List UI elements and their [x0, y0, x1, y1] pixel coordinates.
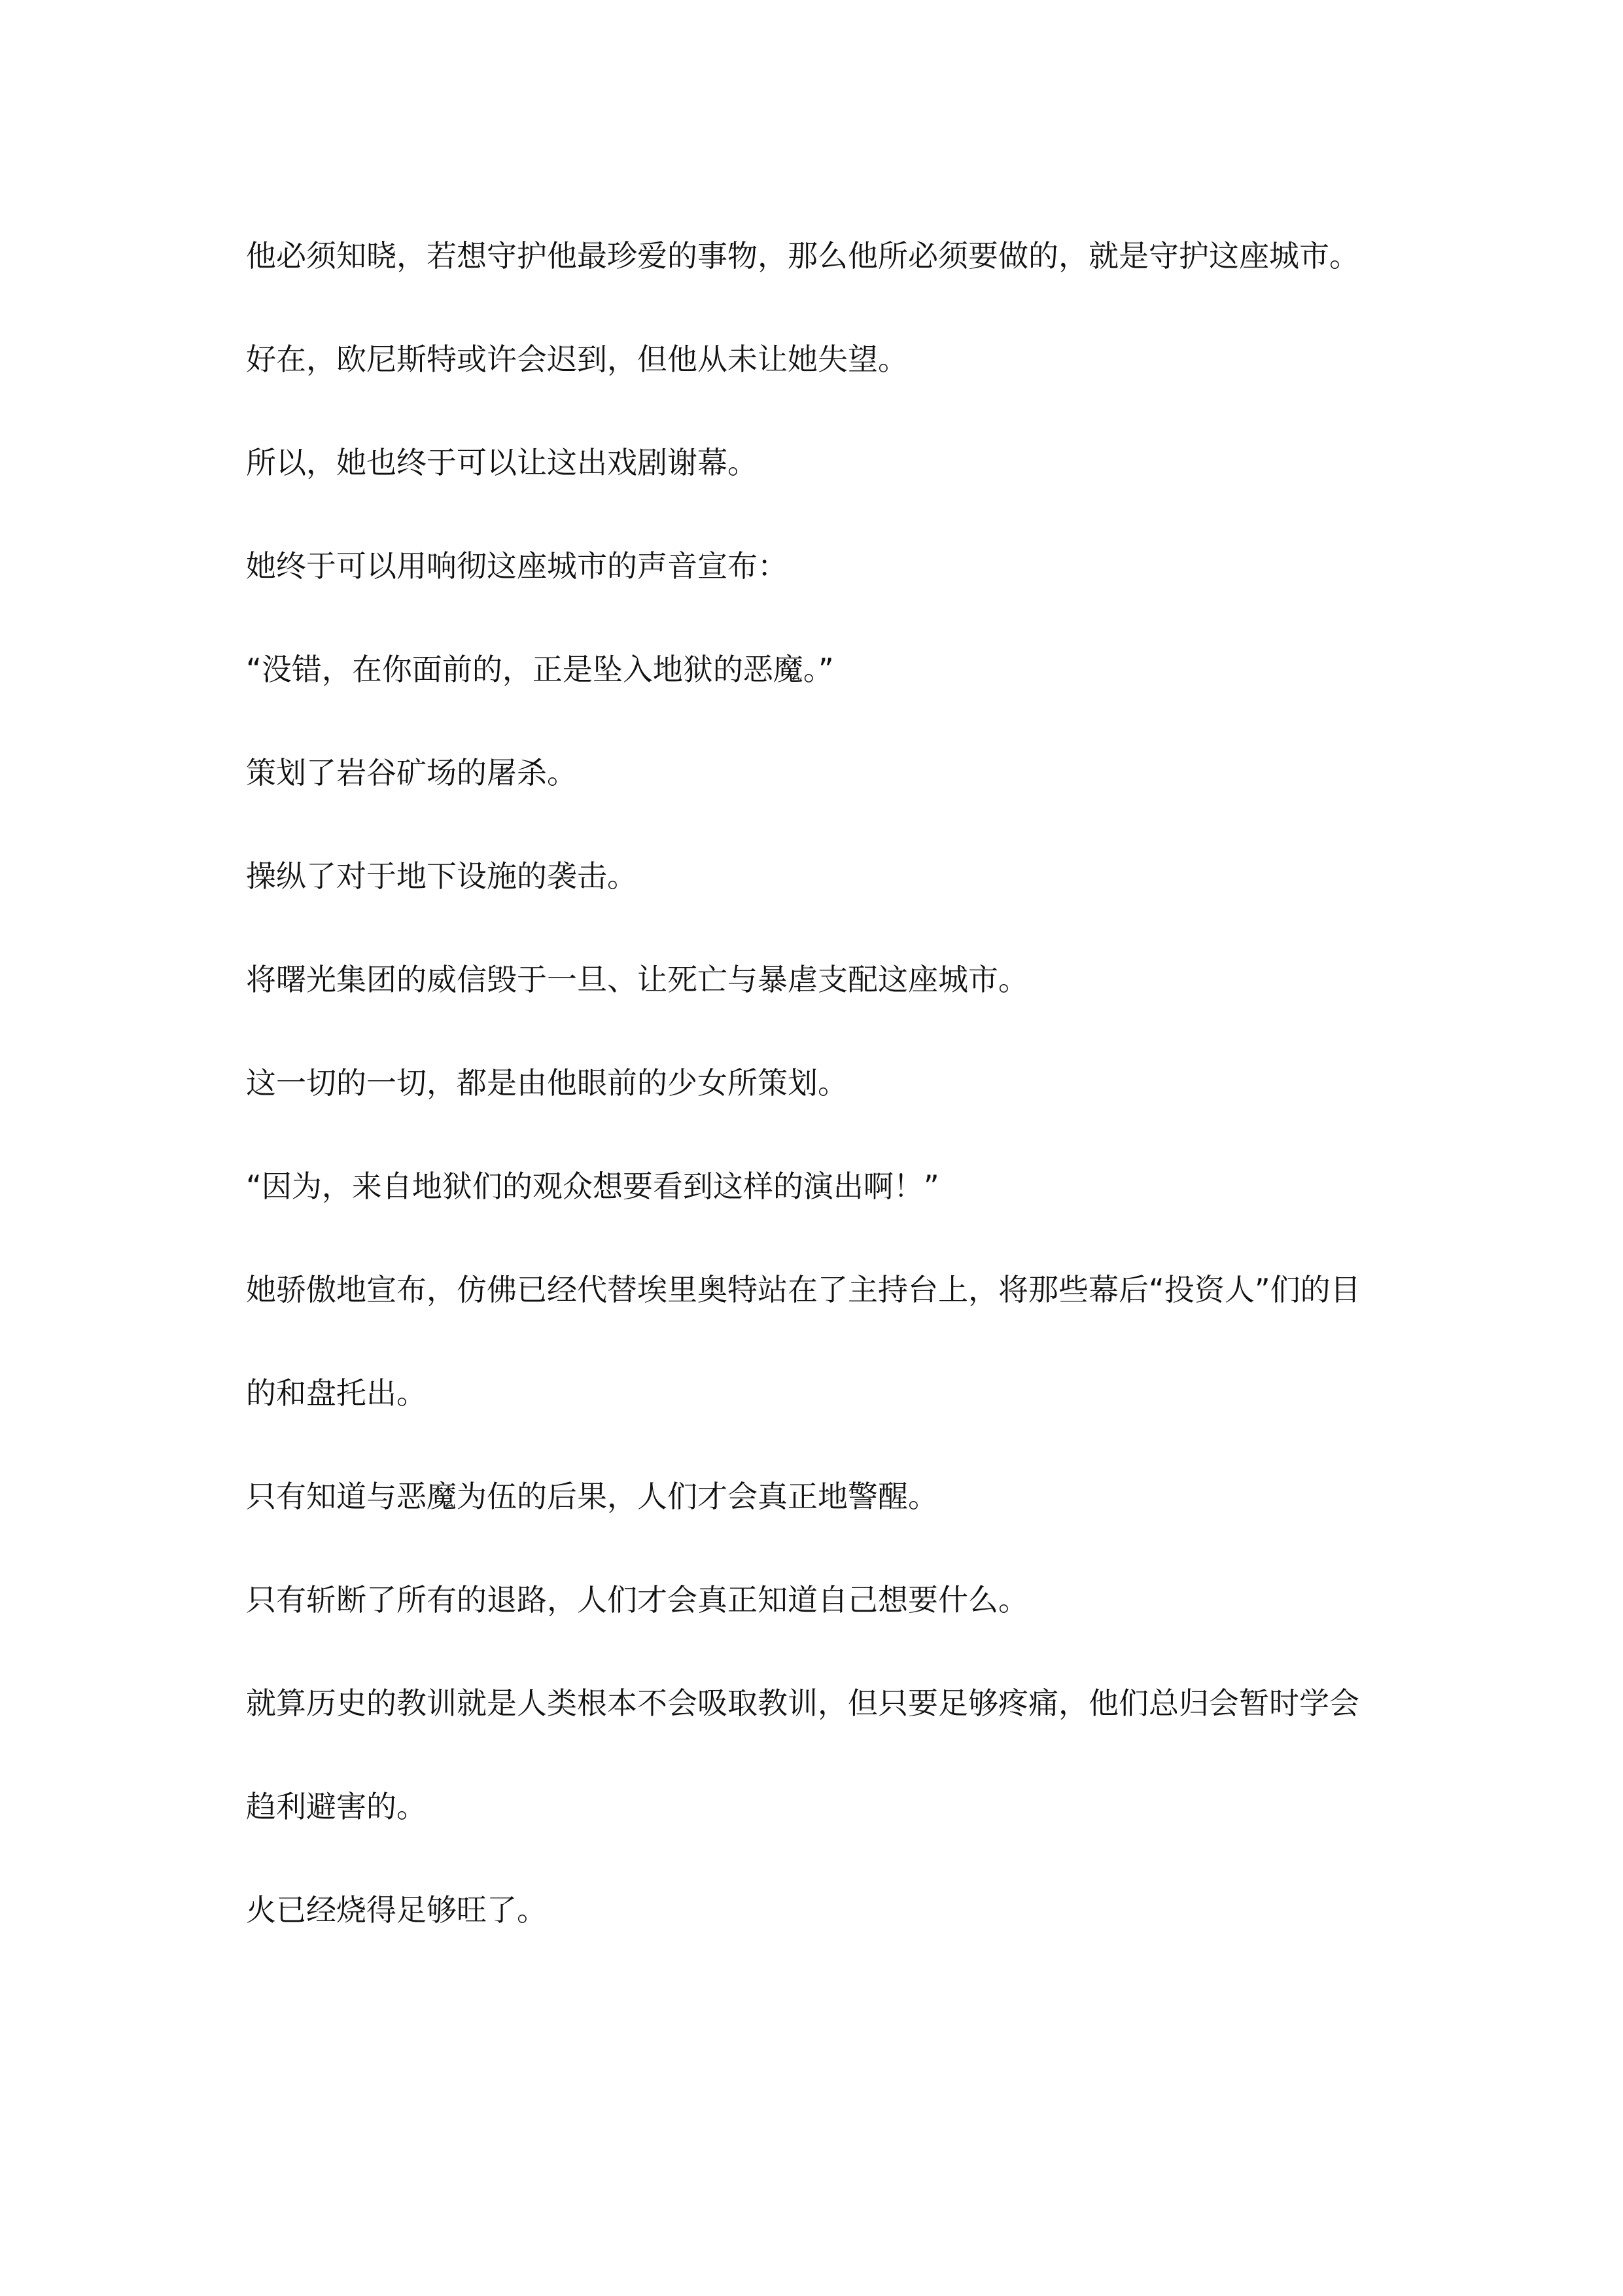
paragraph: 她终于可以用响彻这座城市的声音宣布： — [246, 548, 788, 584]
paragraph: 这一切的一切，都是由他眼前的少女所策划。 — [246, 1065, 848, 1101]
paragraph: 将曙光集团的威信毁于一旦、让死亡与暴虐支配这座城市。 — [246, 962, 1028, 997]
paragraph: 火已经烧得足够旺了。 — [246, 1892, 547, 1928]
paragraph: 操纵了对于地下设施的袭击。 — [246, 858, 637, 894]
paragraph: 她骄傲地宣布，仿佛已经代替埃里奥特站在了主持台上，将那些幕后“投资人”们的目的和盘托出。 — [246, 1272, 1361, 1411]
paragraph: 他必须知晓，若想守护他最珍爱的事物，那么他所必须要做的，就是守护这座城市。 — [246, 238, 1359, 274]
paragraph: 只有斩断了所有的退路，人们才会真正知道自己想要什么。 — [246, 1582, 1028, 1617]
paragraph: “因为，来自地狱们的观众想要看到这样的演出啊！” — [246, 1169, 939, 1204]
paragraph: 只有知道与恶魔为伍的后果，人们才会真正地警醒。 — [246, 1479, 938, 1514]
paragraph: 好在，欧尼斯特或许会迟到，但他从未让她失望。 — [246, 342, 908, 377]
document-body — [246, 204, 1384, 1962]
paragraph: 所以，她也终于可以让这出戏剧谢幕。 — [246, 445, 758, 480]
paragraph: 就算历史的教训就是人类根本不会吸取教训，但只要足够疼痛，他们总归会暂时学会趋利避害的。 — [246, 1686, 1359, 1824]
paragraph: 策划了岩谷矿场的屠杀。 — [246, 755, 577, 790]
paragraph: “没错，在你面前的，正是坠入地狱的恶魔。” — [246, 652, 834, 687]
